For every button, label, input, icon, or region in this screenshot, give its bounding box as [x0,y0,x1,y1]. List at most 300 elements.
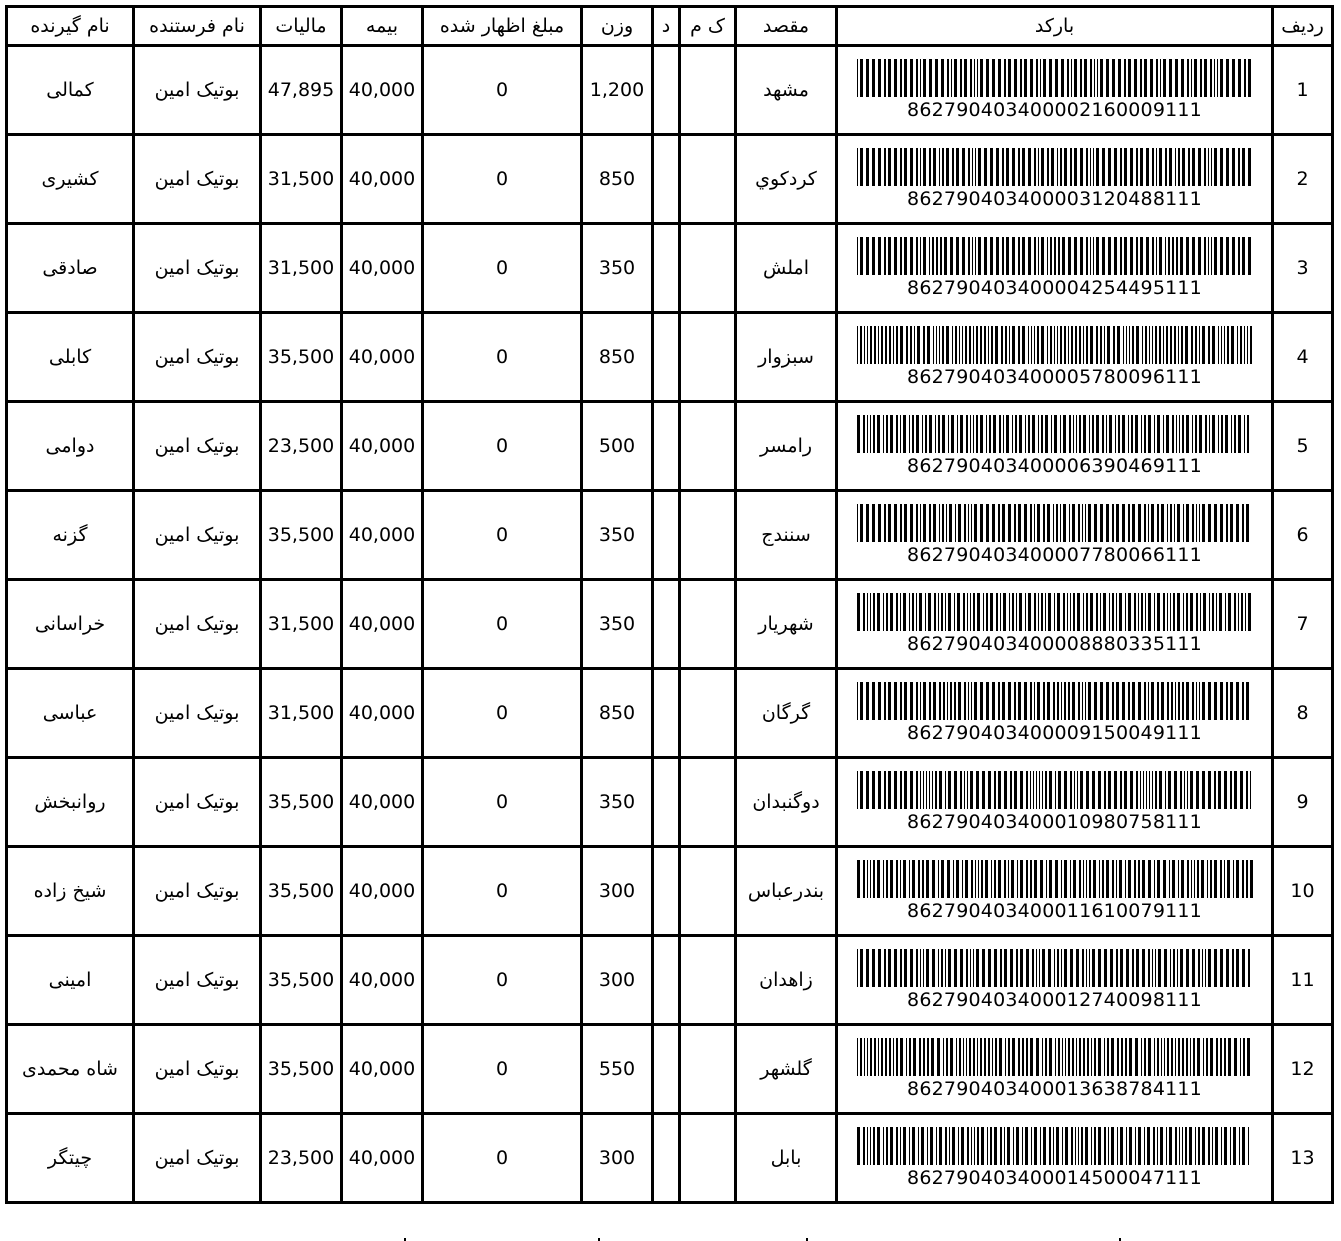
barcode-bar [1221,326,1222,364]
barcode-bar [962,326,963,364]
barcode-bar [1098,1127,1101,1165]
barcode-bar [1047,237,1048,275]
barcode-bar [1136,148,1138,186]
barcode-bar [1108,237,1111,275]
km-cell [680,135,736,224]
barcode-bar [1191,860,1192,898]
barcode-bar [986,415,987,453]
barcode-bar [1168,237,1170,275]
barcode-bar [1218,326,1219,364]
barcode-bar [913,1038,916,1076]
receiver-name-value: کمالی [46,79,94,101]
barcode-bar [1098,1038,1101,1076]
destination-value: بندرعباس [747,880,825,902]
sender-name-cell [134,46,261,135]
barcode-bar [906,326,908,364]
barcode-cell [837,580,1273,669]
barcode-bar [1157,593,1160,631]
receiver-name-value: شیخ زاده [33,880,107,902]
barcode-bar [986,682,989,720]
barcode-bar [1241,593,1243,631]
barcode-bar [1208,237,1209,275]
barcode-bar [1228,593,1231,631]
barcode-bar [1128,415,1129,453]
barcode-bar [1248,1127,1249,1165]
barcode-bar [1043,682,1045,720]
barcode-image [857,1127,1253,1165]
barcode-bar [1248,949,1250,987]
barcode [838,759,1271,845]
table-header-row [7,7,1333,46]
barcode-bar [1034,237,1036,275]
barcode-bar [1167,1038,1169,1076]
barcode-bar [986,504,989,542]
barcode-bar [930,1127,933,1165]
barcode-bar [1028,593,1031,631]
insurance-value: 40,000 [348,969,416,991]
barcode-bar [1019,415,1022,453]
barcode-bar [1208,326,1210,364]
barcode-bar [1149,771,1150,809]
barcode-bar [903,860,906,898]
destination-value: گرگان [761,702,811,724]
receiver-name-value: امینی [48,969,92,991]
barcode-bar [1070,148,1072,186]
barcode-bar [1177,504,1180,542]
weight-value: 350 [598,613,636,635]
barcode-bar [1187,59,1189,97]
d-cell [653,936,680,1025]
barcode-bar [1226,504,1228,542]
receiver-name-cell [7,46,134,135]
barcode-bar [1125,593,1126,631]
barcode-bar [955,326,957,364]
barcode-bar [1090,326,1093,364]
barcode-bar [1090,59,1092,97]
barcode-bar [919,593,922,631]
barcode-bar [877,593,880,631]
barcode [838,136,1271,222]
barcode-bar [1018,148,1020,186]
barcode-bar [1224,326,1225,364]
barcode-bar [962,148,965,186]
barcode-bar [885,1038,887,1076]
receiver-name-cell [7,135,134,224]
barcode-bar [1096,148,1099,186]
barcode-bar [904,59,907,97]
barcode-bar [1011,860,1014,898]
row-number-cell [1273,491,1333,580]
barcode-bar [866,949,869,987]
barcode-bar [929,682,931,720]
declared-amount-cell [423,758,582,847]
barcode-bar [935,771,937,809]
weight-value: 350 [598,257,636,279]
barcode-bar [1080,148,1083,186]
sender-name-cell [134,669,261,758]
barcode-bar [976,415,978,453]
barcode-bar [1242,949,1245,987]
barcode-bar [1157,1038,1159,1076]
barcode-bar [1038,415,1039,453]
barcode-bar [943,682,945,720]
tax-value: 31,500 [267,257,335,279]
barcode-bar [1054,237,1056,275]
barcode-bar [985,860,988,898]
barcode-bar [1175,682,1176,720]
sender-name-value: بوتیک امین [154,524,240,546]
row-number-value: 11 [1290,969,1315,991]
barcode-bar [1200,59,1202,97]
barcode-bar [1220,860,1222,898]
barcode-bar [1129,326,1130,364]
receiver-name-cell [7,580,134,669]
km-cell [680,402,736,491]
barcode-bar [1230,771,1232,809]
barcode-bar [1112,59,1115,97]
barcode-bar [1020,59,1022,97]
tax-cell [261,402,342,491]
barcode-bar [952,148,954,186]
barcode-bar [1154,860,1155,898]
barcode-bar [1004,949,1007,987]
barcode-bar [1067,59,1069,97]
barcode-bar [1248,237,1251,275]
barcode-bar [1135,1038,1138,1076]
row-number-value: 5 [1296,435,1309,457]
barcode-bar [1120,1127,1123,1165]
barcode-bar [942,415,945,453]
km-cell [680,1114,736,1203]
barcode-bar [1172,237,1174,275]
receiver-name-cell [7,224,134,313]
barcode-bar [1237,326,1238,364]
barcode-bar [971,860,973,898]
barcode-bar [980,59,983,97]
barcode-bar [910,949,913,987]
barcode-bar [1008,860,1009,898]
barcode-image [857,148,1253,186]
barcode-bar [923,148,926,186]
barcode-bar [920,682,921,720]
barcode-bar [968,148,970,186]
barcode-bar [970,59,972,97]
barcode-bar [920,771,921,809]
barcode-bar [1026,771,1028,809]
barcode-bar [1220,148,1223,186]
barcode-bar [1079,1038,1081,1076]
barcode-bar [1180,949,1183,987]
table-row [7,669,1333,758]
barcode-bar [1197,1038,1200,1076]
barcode-bar [888,682,891,720]
barcode-bar [1246,771,1248,809]
barcode-bar [1154,593,1155,631]
barcode-bar [1030,1038,1033,1076]
barcode-bar [1182,415,1184,453]
barcode-image [857,59,1253,97]
barcode-bar [873,860,875,898]
barcode-bar [1089,415,1090,453]
barcode-bar [1043,1127,1046,1165]
barcode-bar [925,593,926,631]
barcode-bar [1234,415,1236,453]
barcode-bar [1106,860,1109,898]
barcode-bar [1069,415,1071,453]
barcode-bar [894,771,897,809]
insurance-cell [342,758,423,847]
barcode-bar [912,593,914,631]
barcode-bar [1054,415,1057,453]
barcode-bar [1061,949,1062,987]
barcode-bar [933,504,936,542]
barcode-bar [1093,860,1096,898]
barcode-bar [1050,326,1052,364]
barcode-bar [1246,860,1248,898]
d-cell [653,135,680,224]
barcode-bar [1190,593,1193,631]
sender-name-cell [134,1025,261,1114]
barcode-bar [874,326,876,364]
barcode-bar [1001,326,1003,364]
barcode-bar [909,593,910,631]
barcode-bar [1091,1038,1092,1076]
barcode-bar [1063,593,1065,631]
barcode-bar [1234,771,1237,809]
barcode-bar [1094,682,1097,720]
barcode-bar [884,237,886,275]
barcode-bar [1147,1127,1150,1165]
barcode-bar [1086,593,1088,631]
barcode-bar [909,1127,910,1165]
barcode-bar [1000,949,1002,987]
barcode-bar [923,59,926,97]
d-cell [653,669,680,758]
barcode-bar [1010,771,1012,809]
tax-cell [261,936,342,1025]
barcode-bar [1246,682,1249,720]
barcode-bar [1135,415,1138,453]
table-body [7,46,1333,1203]
barcode-bar [995,326,998,364]
barcode-bar [1148,1038,1151,1076]
barcode-number: 862790403400013638784111 [907,1078,1202,1100]
barcode-bar [1214,148,1217,186]
barcode-bar [1130,237,1133,275]
barcode-bar [1202,326,1205,364]
destination-value: شهریار [758,613,814,635]
barcode-bar [1124,771,1127,809]
barcode-bar [1082,504,1083,542]
barcode-bar [1058,237,1060,275]
barcode-bar [1074,59,1077,97]
barcode-bar [986,59,989,97]
barcode-bar [923,237,926,275]
barcode-bar [1058,1038,1060,1076]
receiver-name-cell [7,669,134,758]
barcode-bar [1070,593,1071,631]
barcode-bar [894,59,897,97]
barcode-bar [1051,148,1054,186]
barcode-bar [1171,1038,1173,1076]
barcode-bar [878,326,879,364]
barcode-bar [857,682,858,720]
barcode-bar [1131,415,1133,453]
barcode-bar [857,593,860,631]
barcode-bar [1167,504,1168,542]
barcode-bar [900,593,901,631]
barcode-bar [1083,593,1084,631]
barcode-cell [837,46,1273,135]
barcode-bar [900,860,901,898]
barcode-number: 862790403400005780096111 [907,366,1202,388]
barcode-bar [1102,237,1105,275]
barcode-bar [1232,59,1235,97]
barcode-bar [949,1127,950,1165]
barcode-bar [889,1038,891,1076]
barcode-bar [1128,593,1131,631]
barcode-bar [910,504,913,542]
row-number-cell [1273,580,1333,669]
barcode-bar [967,593,968,631]
destination-value: گلشهر [760,1058,812,1080]
barcode-bar [890,415,893,453]
barcode-bar [988,1038,990,1076]
barcode-bar [1079,860,1081,898]
barcode-bar [1182,1127,1183,1165]
barcode-bar [872,59,875,97]
barcode-bar [1135,1127,1136,1165]
barcode-bar [1049,860,1052,898]
barcode-bar [883,593,884,631]
barcode-bar [986,593,988,631]
barcode-bar [866,148,869,186]
barcode-bar [1008,1038,1010,1076]
barcode-bar [863,1127,865,1165]
declared-amount-value: 0 [495,613,509,635]
barcode-bar [1158,949,1161,987]
barcode-bar [896,1127,898,1165]
sender-name-value: بوتیک امین [154,168,240,190]
barcode-bar [866,504,869,542]
barcode-bar [1194,59,1197,97]
barcode-bar [1106,59,1109,97]
barcode-bar [1161,682,1164,720]
barcode-bar [1102,860,1104,898]
insurance-cell [342,1025,423,1114]
barcode-bar [1157,682,1159,720]
barcode-bar [1125,860,1126,898]
barcode-bar [1046,860,1047,898]
weight-value: 850 [598,346,636,368]
declared-amount-value: 0 [495,1147,509,1169]
barcode-bar [965,326,967,364]
barcode-bar [1208,949,1211,987]
barcode-bar [1098,949,1101,987]
barcode-bar [954,682,956,720]
barcode-bar [1112,593,1114,631]
row-number-cell [1273,936,1333,1025]
barcode-bar [990,237,993,275]
barcode-bar [1214,860,1217,898]
declared-amount-value: 0 [495,346,509,368]
barcode-bar [980,415,983,453]
barcode-bar [1075,1127,1076,1165]
barcode-bar [904,682,907,720]
barcode-bar [1055,771,1056,809]
barcode-bar [954,59,957,97]
barcode-bar [870,860,871,898]
barcode-bar [867,415,868,453]
km-cell [680,580,736,669]
barcode-number: 862790403400014500047111 [907,1167,1202,1189]
insurance-value: 40,000 [348,791,416,813]
barcode-bar [1000,1127,1002,1165]
barcode-bar [912,1127,915,1165]
barcode-bar [1208,771,1211,809]
tax-cell [261,580,342,669]
barcode-bar [1244,415,1245,453]
barcode-bar [1199,682,1200,720]
weight-value: 850 [598,168,636,190]
barcode-bar [889,326,891,364]
barcode-bar [1065,1127,1068,1165]
barcode-bar [964,59,967,97]
barcode-bar [914,326,915,364]
barcode-bar [1196,504,1197,542]
sender-name-cell [134,313,261,402]
declared-amount-value: 0 [495,1058,509,1080]
barcode-bar [1038,593,1039,631]
barcode-bar [1204,59,1207,97]
barcode-bar [1244,59,1246,97]
barcode-bar [1187,860,1189,898]
barcode-bar [1191,326,1193,364]
sender-name-cell [134,135,261,224]
barcode-bar [1219,593,1222,631]
barcode-bar [1012,1038,1015,1076]
barcode-bar [1161,1038,1162,1076]
barcode-bar [1248,148,1251,186]
barcode-bar [944,237,947,275]
barcode-bar [1080,59,1082,97]
barcode-bar [912,415,914,453]
barcode-bar [1160,59,1161,97]
barcode-bar [867,1038,868,1076]
tax-cell [261,758,342,847]
barcode-bar [992,59,995,97]
barcode-bar [976,326,978,364]
barcode-bar [1195,415,1197,453]
barcode-bar [1037,682,1040,720]
barcode-bar [886,860,888,898]
barcode-bar [1185,326,1188,364]
barcode-bar [916,593,917,631]
barcode-bar [1164,949,1167,987]
barcode-bar [975,237,976,275]
barcode-bar [929,504,931,542]
barcode-bar [974,682,977,720]
barcode-bar [1192,682,1194,720]
barcode-bar [1238,237,1240,275]
barcode-bar [1238,148,1240,186]
barcode-bar [1214,59,1215,97]
barcode-bar [1192,237,1195,275]
barcode-bar [1187,771,1188,809]
barcode-bar [1079,415,1081,453]
barcode-bar [1093,148,1094,186]
tax-value: 31,500 [267,168,335,190]
